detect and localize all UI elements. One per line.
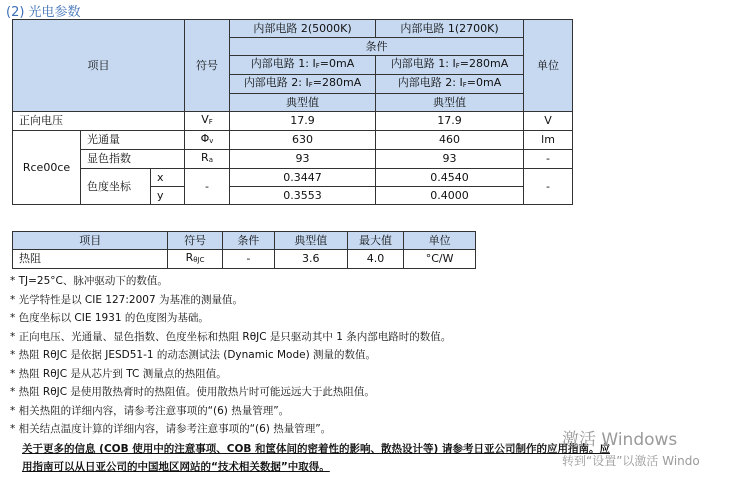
row-chromaticity-x: 色度坐标 x - 0.3447 0.4540 - bbox=[13, 169, 573, 187]
model-name: Rce00ce bbox=[13, 131, 81, 205]
note-item: * 热阻 RθJC 是使用散热膏时的热阻值。使用散热片时可能远远大于此热阻值。 bbox=[10, 386, 375, 398]
bold-note-line2: 用指南可以从日亚公司的中国地区网站的“技术相关数据”中取得。 bbox=[22, 461, 330, 473]
condition-b1: 内部电路 1: IF=280mA bbox=[376, 56, 524, 75]
condition-b2: 内部电路 2: IF=0mA bbox=[376, 75, 524, 94]
header-item: 项目 bbox=[13, 20, 185, 112]
typical-a: 典型值 bbox=[230, 94, 376, 112]
header-unit: 单位 bbox=[524, 20, 573, 112]
section-title: (2) 光电参数 bbox=[6, 5, 81, 20]
header-symbol: 符号 bbox=[185, 20, 230, 112]
header-condition: 条件 bbox=[230, 38, 524, 56]
note-item: * 光学特性是以 CIE 127:2007 为基准的测量值。 bbox=[10, 293, 243, 306]
header-circuit1: 内部电路 1(2700K) bbox=[376, 20, 524, 38]
thermal-table: 项目 符号 条件 典型值 最大值 单位 热阻 RθJC - 3.6 4.0 °C/W bbox=[12, 231, 476, 269]
note-item: * 色度坐标以 CIE 1931 的色度图为基础。 bbox=[10, 312, 209, 324]
condition-a2: 内部电路 2: IF=280mA bbox=[230, 75, 376, 94]
watermark-line2: 转到“设置”以激活 Windo bbox=[562, 454, 700, 468]
note-item: * 热阻 RθJC 是从芯片到 TC 测量点的热阻值。 bbox=[10, 367, 227, 380]
header-circuit2: 内部电路 2(5000K) bbox=[230, 20, 376, 38]
bold-note-line1: 关于更多的信息 (COB 使用中的注意事项、COB 和筐体间的密着性的影响、散热设计等) 请参考日亚公司制作的应用指南。应 bbox=[22, 443, 610, 455]
note-item: * 正向电压、光通量、显色指数、色度坐标和热阻 RθJC 是只驱动其中 1 条内部电路时的数值。 bbox=[10, 330, 452, 343]
notes-list bbox=[10, 272, 725, 439]
note-item: * 相关结点温度计算的详细内容，请参考注意事项的“(6) 热量管理”。 bbox=[10, 423, 332, 435]
row-chromaticity-y: y 0.3553 0.4000 bbox=[13, 187, 573, 205]
row-forward-voltage: 正向电压 VF 17.9 17.9 V bbox=[13, 112, 573, 131]
note-item: * 相关热阻的详细内容，请参考注意事项的“(6) 热量管理”。 bbox=[10, 404, 290, 417]
row-thermal-resistance: 热阻 RθJC - 3.6 4.0 °C/W bbox=[13, 250, 476, 269]
typical-b: 典型值 bbox=[376, 94, 524, 112]
optical-spec-table bbox=[12, 19, 573, 205]
row-luminous-flux: Rce00ce 光通量 Φv 630 460 lm bbox=[13, 131, 573, 150]
condition-a1: 内部电路 1: IF=0mA bbox=[230, 56, 376, 75]
watermark-line1: 激活 Windows bbox=[562, 430, 678, 450]
note-item: * TJ=25°C、脉冲驱动下的数值。 bbox=[10, 275, 168, 287]
row-cri: 显色指数 Ra 93 93 - bbox=[13, 150, 573, 169]
note-item: * 热阻 RθJC 是依据 JESD51-1 的动态测试法 (Dynamic Mode) 测量的数值。 bbox=[10, 349, 377, 361]
